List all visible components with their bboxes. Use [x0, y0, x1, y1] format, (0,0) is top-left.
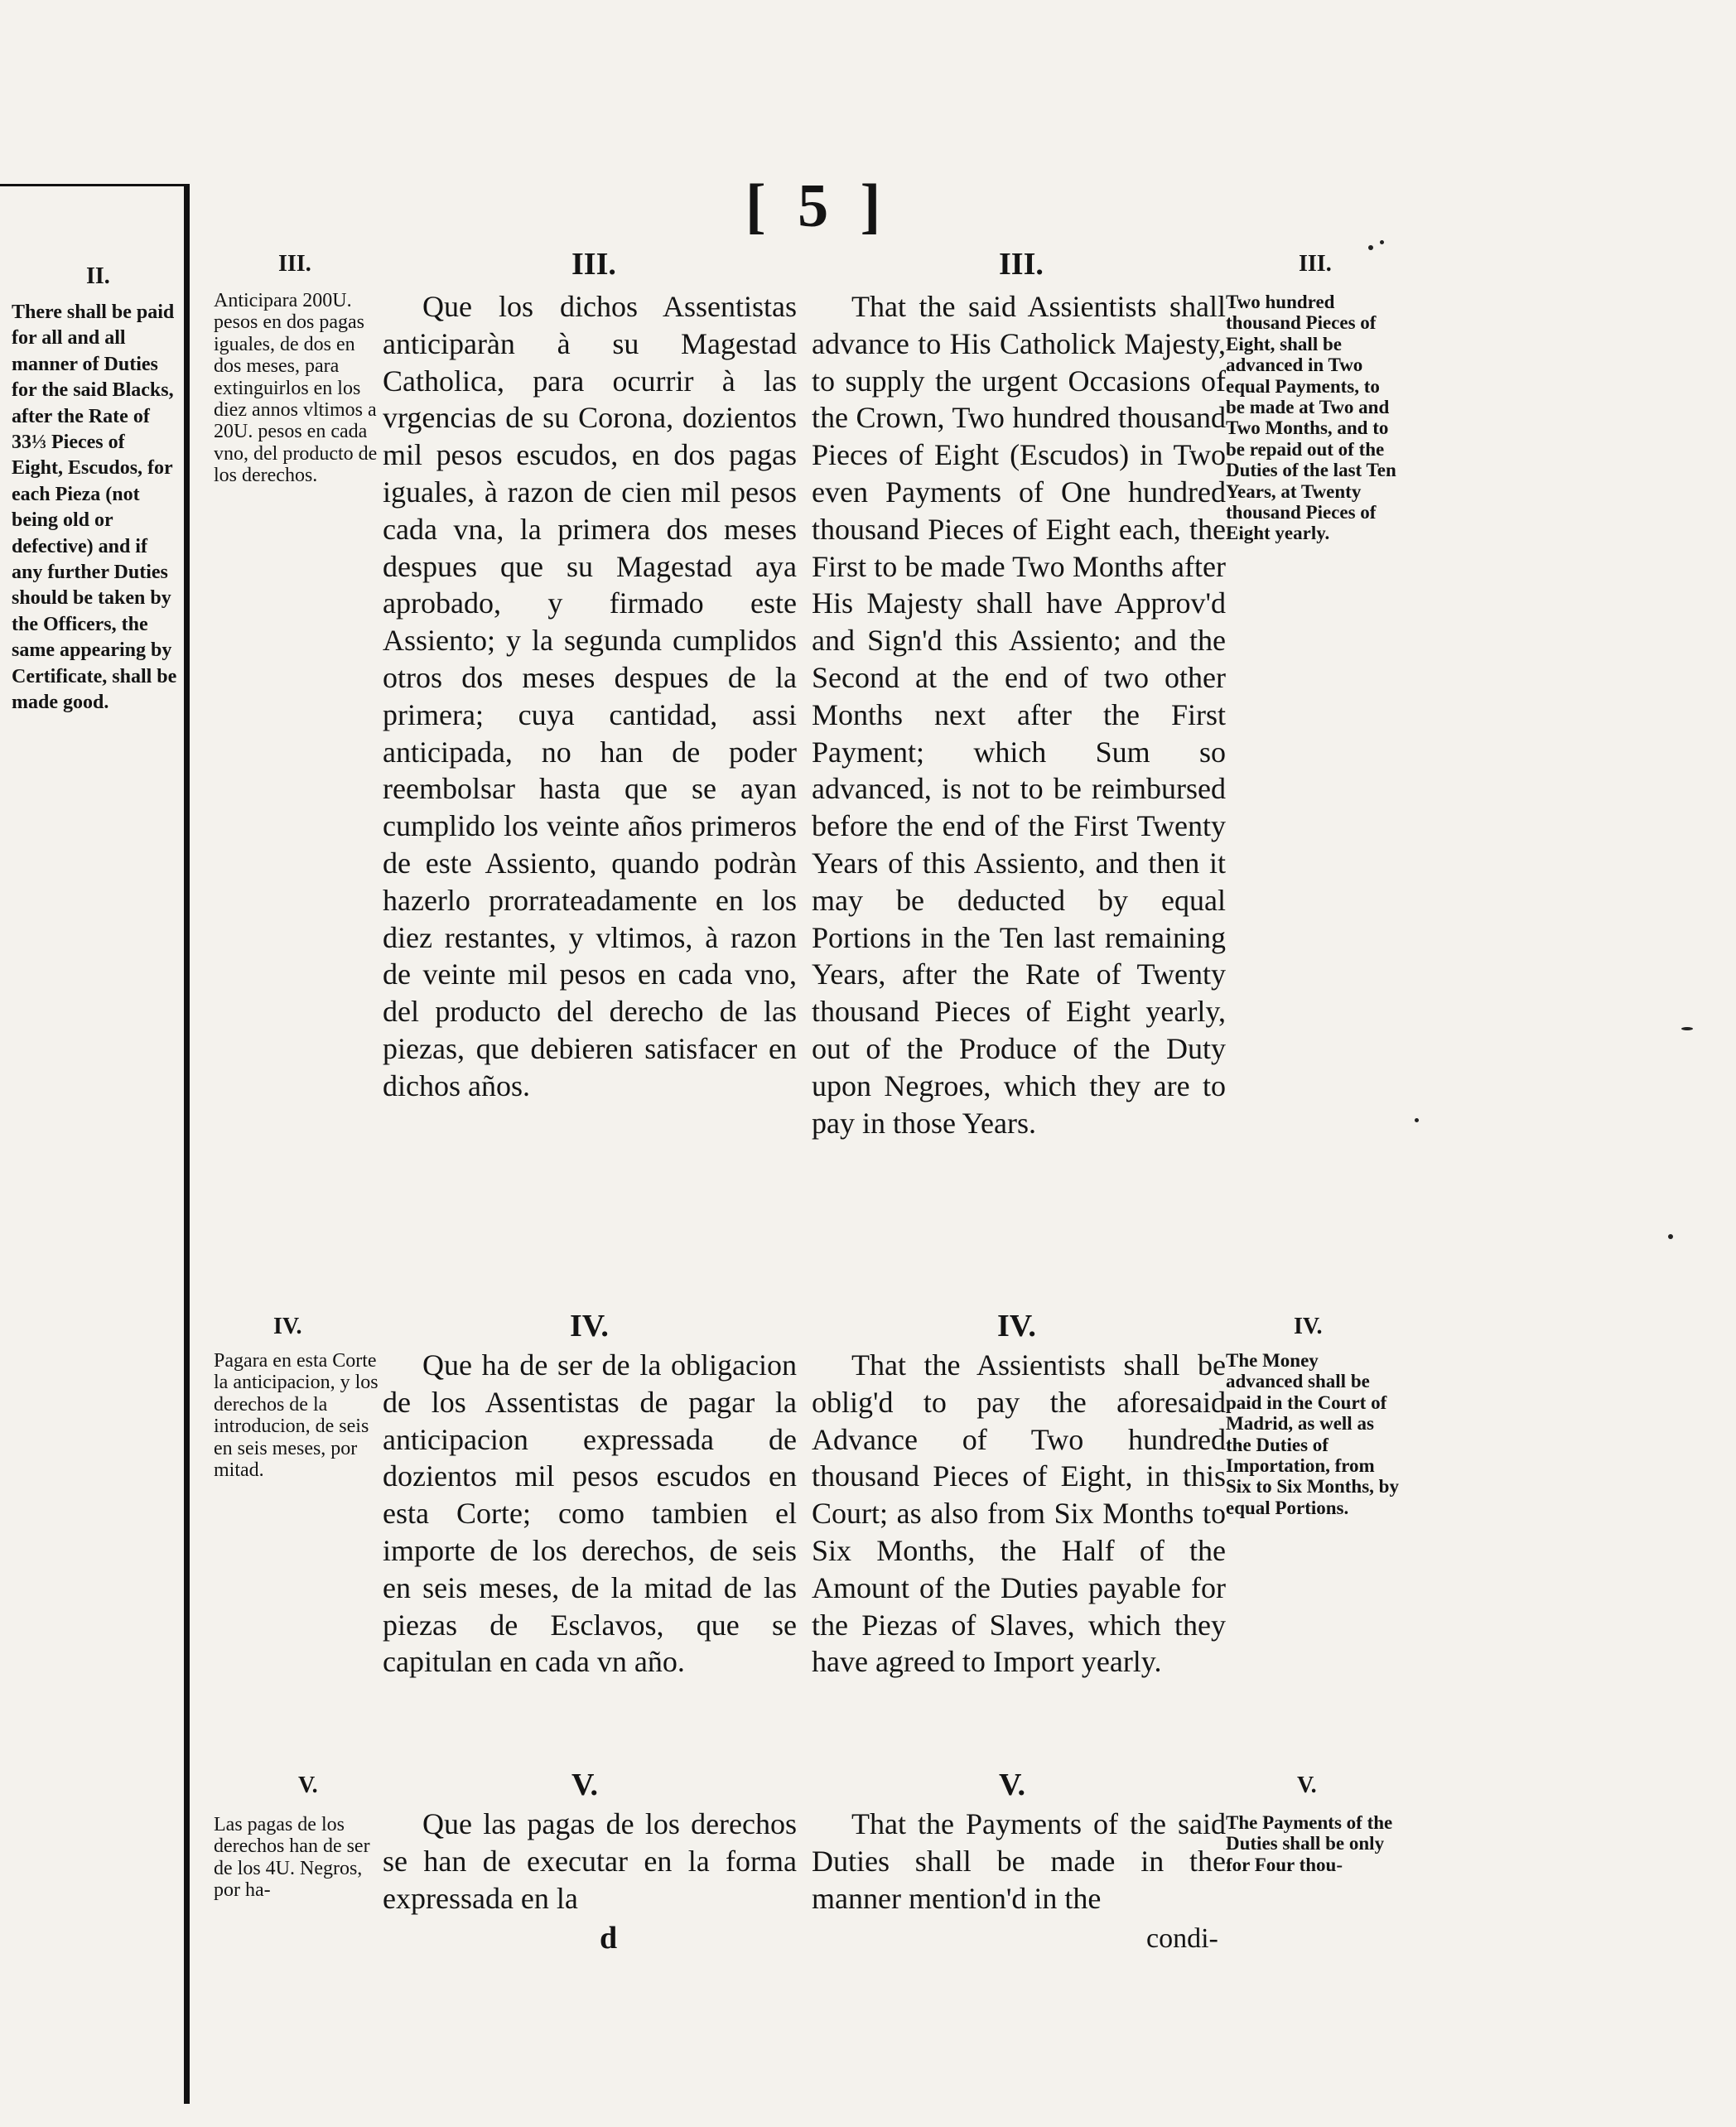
section-number-margin-left: III. [278, 251, 311, 277]
article-text-spanish: Que ha de ser de la obligacion de los Assentistas de pagar la anticipacion expressada de dozientos mil pesos escudos en esta Corte; como tambien el importe de los derechos, de seis en seis meses, de la mitad de las piezas de Esclavos, que se capitulan en cada vn año. [383, 1348, 797, 1679]
article-text-english: That the said Assientists shall advance to His Catholick Majesty, to supply the urgent Occasions of the Crown, Two hundred thousand Pieces of Eight (Escudos) in Two even Payments of One hundred thousand Pieces of Eight each, the First to be made Two Months after His Majesty shall have Approv'd and Sign'd this Assiento; and the Second at the end of two other Months next after the First Payment; which Sum so advanced, is not to be reimbursed before the end of the First Twenty Years of this Assiento, and then it may be deducted by equal Portions in the Ten last remaining Years, after the Rate of Twenty thousand Pieces of Eight yearly, out of the Produce of the Duty upon Negroes, which they are to pay in those Years. [812, 290, 1226, 1140]
scan-speck [1681, 1027, 1693, 1030]
page-number: [ 5 ] [745, 172, 890, 240]
section-number-english: III. [999, 247, 1044, 282]
page-gutter-rule [184, 184, 190, 2104]
section-number-spanish: IV. [570, 1309, 609, 1343]
margin-note-spanish: Pagara en esta Corte la anticipacion, y los derechos de la introducion, de seis en seis meses, por mitad. [214, 1350, 379, 1482]
margin-note-english: The Money advanced shall be paid in the Court of Madrid, as well as the Duties of Importation, from Six to Six Months, by equal Portions. [1226, 1350, 1399, 1518]
section-number-margin-right: III. [1299, 251, 1332, 277]
margin-note-spanish: Las pagas de los derechos han de ser de los 4U. Negros, por ha- [214, 1814, 370, 1902]
section-number-english: IV. [997, 1309, 1036, 1343]
prev-page-margin-note: There shall be paid for all and all manner of Duties for the said Blacks, after the Rate of 33⅓ Pieces of Eight, Escudos, for each Pieza (not being old or defective) and if any further Duties should be taken by the Officers, the same appearing by Certificate, shall be made good. [12, 301, 177, 714]
prev-page-heading: II. [86, 263, 110, 289]
margin-note-english: The Payments of the Duties shall be only for Four thou- [1226, 1812, 1393, 1875]
section-number-margin-left: IV. [273, 1314, 302, 1339]
catchword: condi- [1146, 1923, 1218, 1954]
scan-speck [1668, 1234, 1673, 1239]
section-number-spanish: III. [571, 247, 616, 282]
section-number-margin-right: V. [1297, 1772, 1317, 1798]
section-number-margin-left: V. [298, 1772, 318, 1798]
article-text-spanish: Que los dichos Assentistas anticiparàn à su Magestad Catholica, para ocurrir à las vrgencias de su Corona, dozientos mil pesos escudos, en dos pagas iguales, à razon de cien mil pesos cada vna, la primera dos meses despues que su Magestad aya aprobado, y firmado este Assiento; y la segunda cumplidos otros dos meses despues de la primera; cuya cantidad, assi anticipada, no han de poder reembolsar hasta que se ayan cumplido los veinte años primeros de este Assiento, quando podràn hazerlo prorrateadamente en los diez restantes, y vltimos, à razon de veinte mil pesos en cada vno, del producto del derecho de las piezas, que debieren satisfacer en dichos años. [383, 290, 797, 1102]
margin-note-english: Two hundred thousand Pieces of Eight, shall be advanced in Two equal Payments, to be made at Two and Two Months, and to be repaid out of the Duties of the last Ten Years, at Twenty thousand Pieces of Eight yearly. [1226, 292, 1396, 544]
top-rule [0, 184, 184, 186]
section-number-spanish: V. [571, 1768, 599, 1802]
signature-mark: d [600, 1921, 618, 1956]
scan-speck [1368, 245, 1373, 250]
scan-speck [1415, 1118, 1419, 1122]
margin-note-spanish: Anticipara 200U. pesos en dos pagas iguales, de dos en dos meses, para extinguirlos en los diez annos vltimos a 20U. pesos en cada vno, del producto de los derechos. [214, 290, 378, 487]
article-text-spanish: Que las pagas de los derechos se han de executar en la forma expressada en la [383, 1807, 797, 1915]
section-number-margin-right: IV. [1294, 1314, 1323, 1339]
scan-speck [1380, 240, 1384, 244]
article-text-english: That the Assientists shall be oblig'd to pay the aforesaid Advance of Two hundred thousand Pieces of Eight, in this Court; as also from Six Months to Six Months, the Half of the Amount of the Duties payable for the Piezas of Slaves, which they have agreed to Import yearly. [812, 1348, 1226, 1679]
section-number-english: V. [999, 1768, 1026, 1802]
article-text-english: That the Payments of the said Duties shall be made in the manner mention'd in the [812, 1807, 1226, 1915]
